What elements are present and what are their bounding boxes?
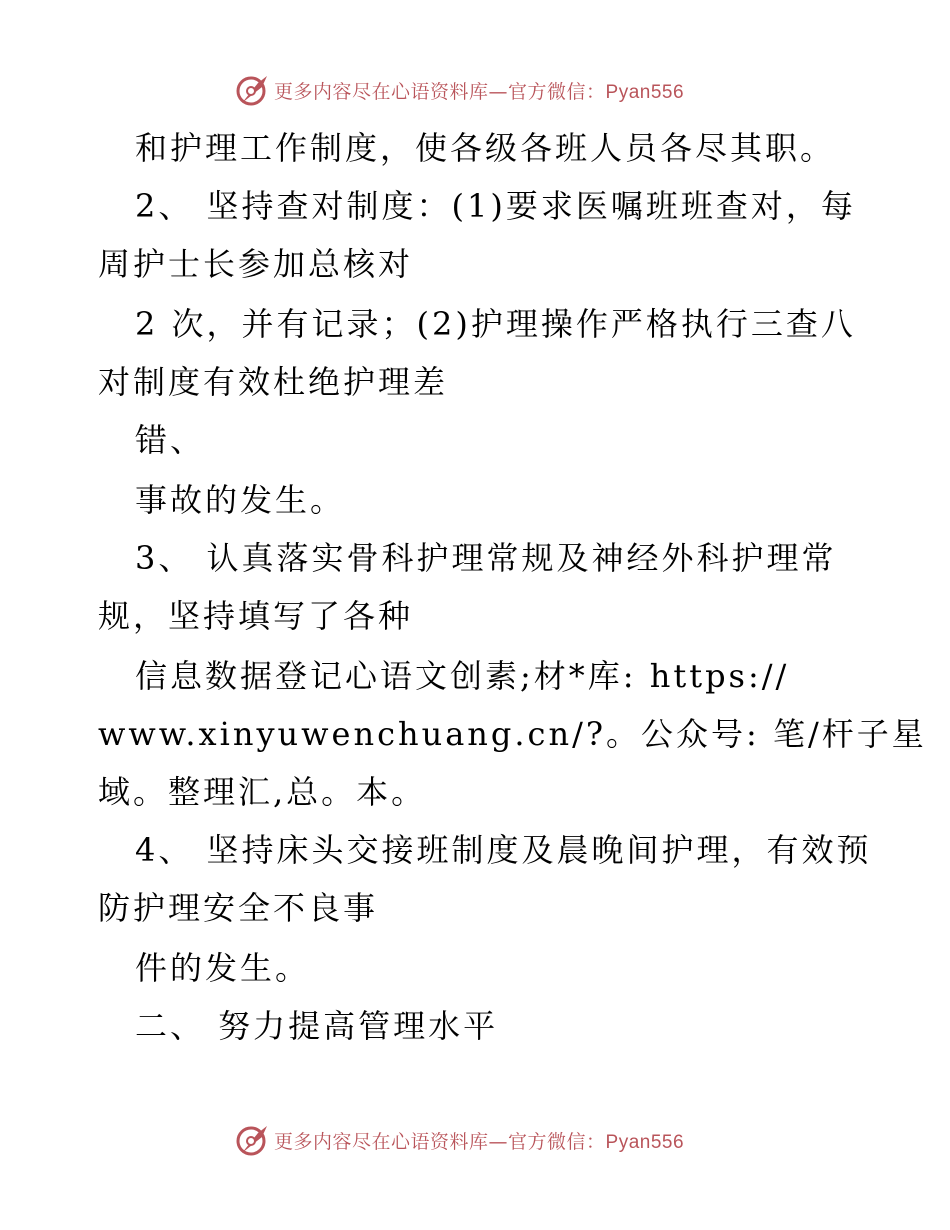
text-line-15: 件的发生。 [135,949,311,987]
text-line-7: 事故的发生。 [135,481,346,519]
text-line-5: 对制度有效杜绝护理差 [98,363,449,401]
text-line-9: 规，坚持填写了各种 [98,597,414,635]
watermark-text [274,77,684,104]
watermark-slogan: 更多内容尽在心语资料库— [274,80,509,103]
text-line-2: 2、 坚持查对制度：(1)要求医嘱班班查对，每 [135,187,856,225]
watermark-contact: 官方微信：Pyan556 [508,1131,685,1153]
text-line-3: 周护士长参加总核对 [98,245,414,283]
text-line-10: 信息数据登记心语文创素;材*库: https:// [135,657,790,695]
section-heading: 二、 努力提高管理水平 [135,1007,499,1045]
text-line-4: 2 次，并有记录；(2)护理操作严格执行三查八 [135,305,856,343]
watermark-contact: 官方微信：Pyan556 [508,81,685,103]
header-watermark [236,72,684,108]
footer-watermark [236,1122,684,1158]
text-line-12: 域。整理汇,总。本。 [98,773,427,811]
text-line-6: 错、 [135,421,206,459]
text-line-1: 和护理工作制度，使各级各班人员各尽其职。 [135,129,836,167]
text-line-14: 防护理安全不良事 [98,889,379,927]
text-line-11: www.xinyuwenchuang.cn/?。公众号: 笔/杆子星 [98,715,927,753]
text-line-13: 4、 坚持床头交接班制度及晨晚间护理，有效预 [135,831,872,869]
watermark-slogan: 更多内容尽在心语资料库— [274,1130,509,1153]
quill-logo-icon [236,73,270,107]
watermark-text [274,1127,684,1154]
text-line-8: 3、 认真落实骨科护理常规及神经外科护理常 [135,539,837,577]
quill-logo-icon [236,1123,270,1157]
